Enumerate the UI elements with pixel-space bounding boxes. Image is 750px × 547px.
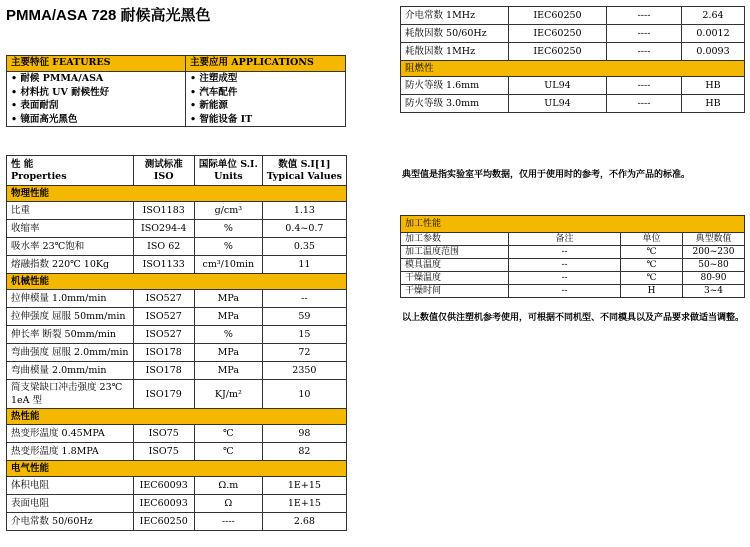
table-row: 表面电阻 IEC60093 Ω 1E+15	[7, 495, 347, 513]
col-values: 数值 S.I[1] Typical Values	[262, 156, 346, 186]
table-row: 吸水率 23℃饱和 ISO 62 % 0.35	[7, 238, 347, 256]
table-row: 防火等级 3.0mm UL94 ---- HB	[401, 95, 745, 113]
table-row: 体积电阻 IEC60093 Ω.m 1E+15	[7, 477, 347, 495]
table-row: 防火等级 1.6mm UL94 ---- HB	[401, 77, 745, 95]
application-item: • 新能源	[190, 100, 228, 111]
table-row: 热变形温度 0.45MPA ISO75 ℃ 98	[7, 425, 347, 443]
processing-table	[400, 215, 745, 298]
table-row: 耗散因数 1MHz IEC60250 ---- 0.0093	[401, 43, 745, 61]
document-title: PMMA/ASA 728 耐候高光黑色	[6, 7, 211, 24]
table-row: 简支梁缺口冲击强度 23℃ 1eA 型 ISO179 KJ/m² 10	[7, 380, 347, 409]
table-header-row	[7, 156, 347, 186]
application-item: • 智能设备 IT	[190, 113, 253, 125]
table-row: 收缩率 ISO294-4 % 0.4~0.7	[7, 220, 347, 238]
table-row: 干燥温度 -- ℃ 80-90	[401, 272, 745, 285]
electrical-flame-table	[400, 6, 745, 113]
col-standard: 测试标准 ISO	[133, 156, 194, 186]
feature-item: • 耐候 PMMA/ASA	[11, 73, 104, 84]
table-row: 弯曲强度 屈服 2.0mm/min ISO178 MPa 72	[7, 344, 347, 362]
table-row: 模具温度 -- ℃ 50~80	[401, 259, 745, 272]
section-physical: 物理性能	[7, 186, 347, 202]
features-table	[6, 55, 346, 127]
section-mechanical: 机械性能	[7, 274, 347, 290]
table-row: 耗散因数 50/60Hz IEC60250 ---- 0.0012	[401, 25, 745, 43]
col-properties: 性 能 Properties	[7, 156, 134, 186]
section-electrical: 电气性能	[7, 461, 347, 477]
table-row: 介电常数 50/60Hz IEC60250 ---- 2.68	[7, 513, 347, 531]
table-row: 介电常数 1MHz IEC60250 ---- 2.64	[401, 7, 745, 25]
table-row: 伸长率 断裂 50mm/min ISO527 % 15	[7, 326, 347, 344]
features-list	[7, 72, 186, 127]
applications-header: 主要应用 APPLICATIONS	[186, 56, 346, 72]
application-item: • 汽车配件	[190, 86, 238, 98]
feature-item: • 表面耐刮	[11, 100, 59, 111]
application-item: • 注塑成型	[190, 73, 238, 84]
table-row: 拉伸模量 1.0mm/min ISO527 MPa --	[7, 290, 347, 308]
table-row: 拉伸强度 屈服 50mm/min ISO527 MPa 59	[7, 308, 347, 326]
table-row: 加工温度范围 -- ℃ 200~230	[401, 246, 745, 259]
applications-list	[186, 72, 346, 127]
col-units: 国际单位 S.I. Units	[194, 156, 262, 186]
properties-table	[6, 155, 347, 531]
feature-item: • 材料抗 UV 耐候性好	[11, 86, 110, 98]
typical-values-note: 典型值是指实验室平均数据，仅用于使用时的参考，不作为产品的标准。	[402, 170, 691, 180]
section-flame: 阻燃性	[401, 61, 745, 77]
table-row: 比重 ISO1183 g/cm³ 1.13	[7, 202, 347, 220]
table-header-row: 加工参数 备注 单位 典型数值	[401, 233, 745, 246]
table-row: 热变形温度 1.8MPA ISO75 ℃ 82	[7, 443, 347, 461]
section-thermal: 热性能	[7, 409, 347, 425]
table-row: 弯曲模量 2.0mm/min ISO178 MPa 2350	[7, 362, 347, 380]
table-row: 干燥时间 -- H 3~4	[401, 285, 745, 298]
table-row: 熔融指数 220℃ 10Kg ISO1133 cm³/10min 11	[7, 256, 347, 274]
section-processing: 加工性能	[401, 216, 745, 233]
processing-note: 以上数值仅供注塑机参考使用，可根据不同机型、不同模具以及产品要求做适当调整。	[402, 313, 745, 323]
features-header: 主要特征 FEATURES	[7, 56, 186, 72]
feature-item: • 镜面高光黑色	[11, 113, 78, 125]
